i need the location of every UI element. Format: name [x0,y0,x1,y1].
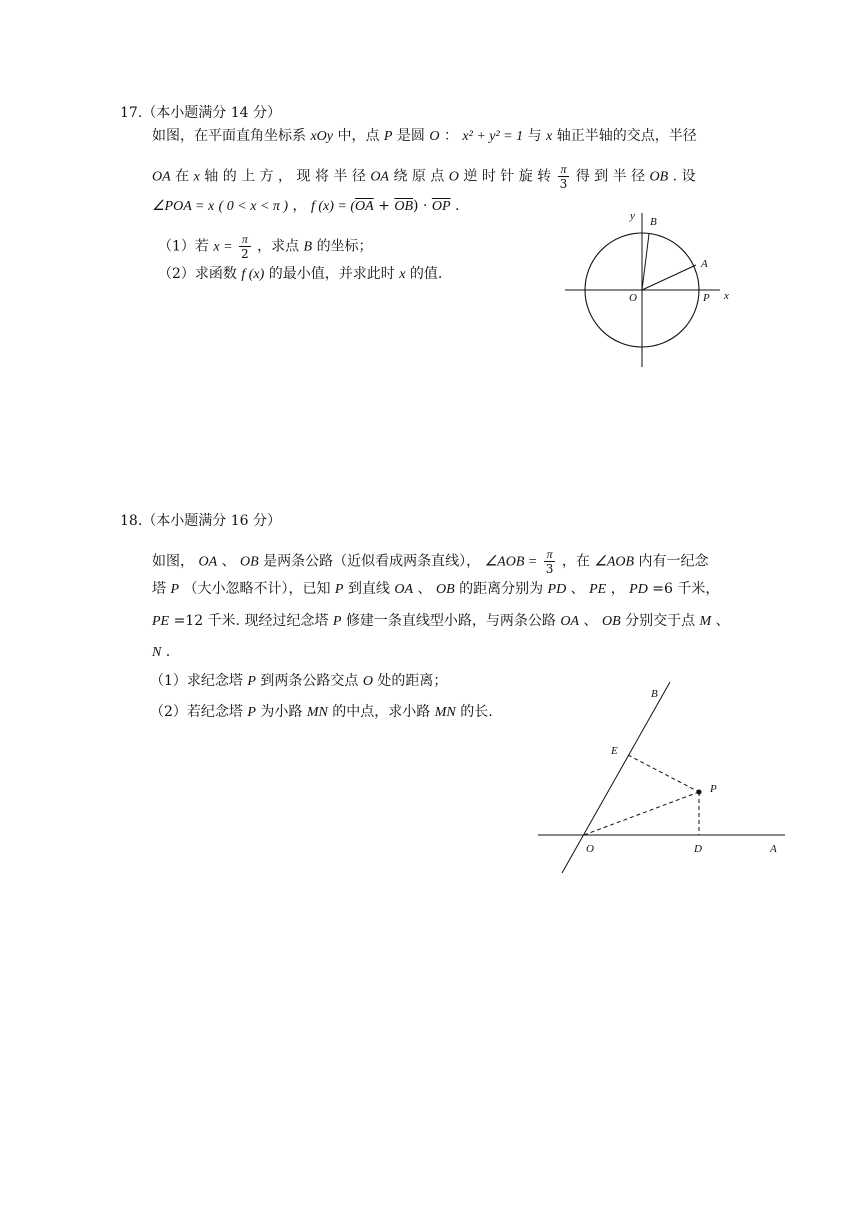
q17-line-2: OA 在 x 轴 的 上 方 ， 现 将 半 径 OA 绕 原 点 O 逆 时 针 旋 转 $\frac{\pi}{3}$ 得 到 半 径 OB . 设 [152,162,696,191]
circle-equation: x² + y² = 1 [462,129,524,144]
label-b: B [651,688,658,700]
label-d: D [694,843,702,855]
segment-pe [628,755,699,792]
q18-line-4: N . [152,644,171,660]
radius-oa [642,265,696,290]
label-e: E [611,745,618,757]
q18-part-1: （1）求纪念塔 P 到两条公路交点 O 处的距离； [150,673,448,689]
label-o: O [586,843,594,855]
label-a: A [770,843,777,855]
q17-part-2: （2）求函数 f (x) 的最小值，并求此时 x 的值. [158,266,443,282]
q18-line-3: PE =12 千米. 现经过纪念塔 P 修建一条直线型小路，与两条公路 OA 、 OB 分别交于点 M 、 [152,613,730,629]
q17-heading: 17.（本小题满分 14 分） [120,105,281,121]
segment-op [584,792,699,835]
radius-ob [642,234,649,290]
q18-part-2: （2）若纪念塔 P 为小路 MN 的中点，求小路 MN 的长. [150,704,493,720]
label-o: O [629,292,637,304]
fraction-pi-over-2: $\frac{\pi}{2}$ [241,232,249,261]
label-y: y [630,210,635,222]
q17-line-3: ∠POA = x ( 0 < x < π ) ， f $(x) = (\overline{OA} + \overline{OB}) \cdot \overline{OP}$ . [152,198,460,214]
label-b: B [650,216,657,228]
q18-line-1: 如图， OA 、 OB 是两条公路（近似看成两条直线）， ∠AOB = $\frac{\pi}{3}$ ，在 ∠AOB 内有一纪念 [152,547,709,576]
label-a: A [701,258,708,270]
q18-line-2: 塔 P （大小忽略不计），已知 P 到直线 OA 、 OB 的距离分别为 PD 、 PE ， PD =6 千米， [152,581,720,597]
q18-figure-roads [530,675,800,880]
label-p: P [703,292,710,304]
fraction-pi-over-3: $\frac{\pi}{3}$ [559,162,568,191]
label-p: P [710,783,717,795]
q17-part-1: （1）若 x = $\frac{\pi}{2}$ ，求点 B 的坐标； [158,232,373,261]
fraction-pi-over-3-q18: $\frac{\pi}{3}$ [545,547,554,576]
q17-figure-unit-circle [560,205,750,375]
point-p [697,790,702,795]
q17-line-1: 如图，在平面直角坐标系 xOy 中，点 P 是圆 O ： x² + y² = 1 与 x 轴正半轴的交点，半径 [152,128,697,144]
label-x: x [724,290,729,302]
q18-heading: 18.（本小题满分 16 分） [120,513,281,529]
road-ob [562,682,670,873]
